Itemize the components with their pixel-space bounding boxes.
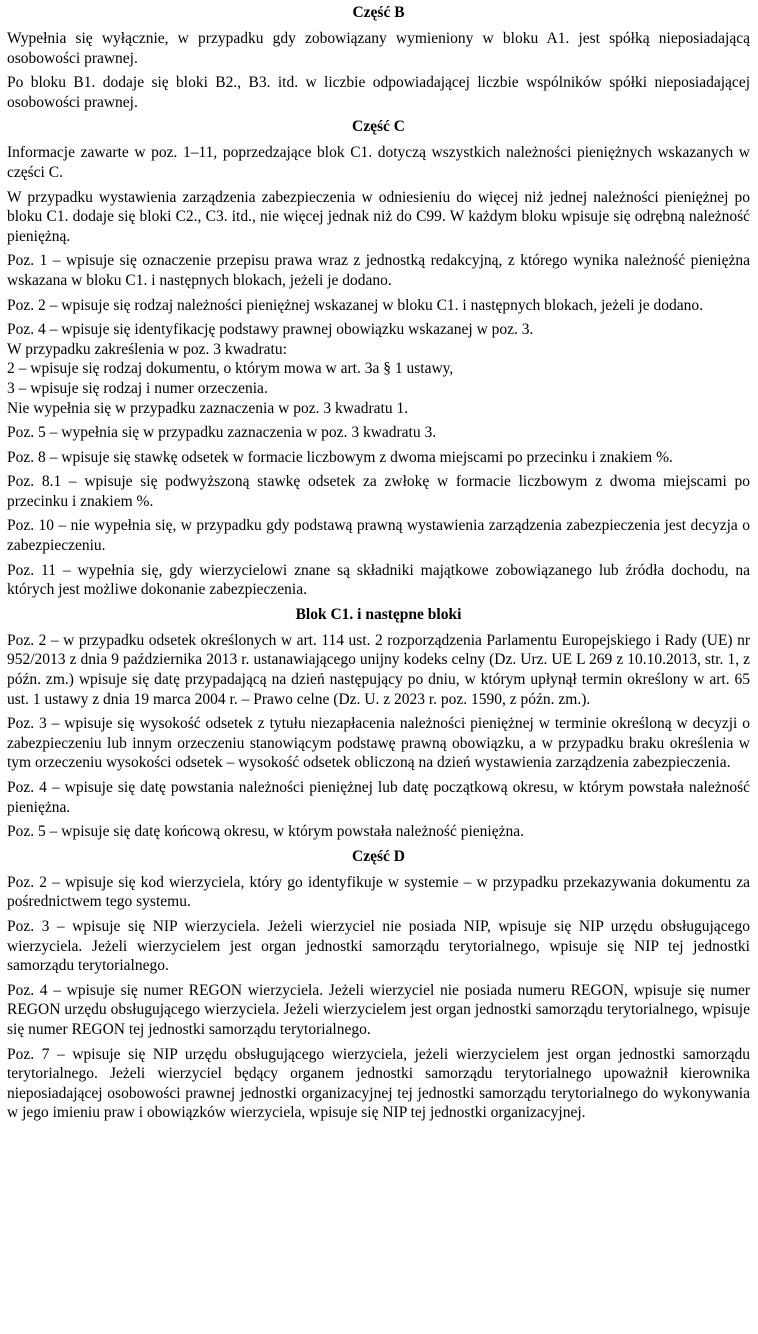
- instruction-paragraph: 2 – wpisuje się rodzaj dokumentu, o którym mowa w art. 3a § 1 ustawy,: [7, 360, 454, 378]
- instruction-paragraph: W przypadku wystawienia zarządzenia zabezpieczenia w odniesieniu do więcej niż jednej należności pieniężnej po bloku C1. dodaje się bloki C2., C3. itd., nie więcej jednak niż do C99. W każdym bloku wpisuje się odrębną należność pieniężną.: [7, 188, 750, 245]
- instruction-paragraph: Nie wypełnia się w przypadku zaznaczenia w poz. 3 kwadratu 1.: [7, 399, 409, 417]
- section-czesc-d: [7, 847, 750, 1123]
- instruction-paragraph: Poz. 5 – wpisuje się datę końcową okresu, w którym powstała należność pieniężna.: [7, 823, 524, 841]
- instruction-paragraph: Poz. 3 – wpisuje się wysokość odsetek z tytułu niezapłacenia należności pieniężnej w terminie określoną w decyzji o zabezpieczeniu lub innym orzeczeniu stanowiącym podstawę prawną obowiązku, a w przypadku braku określenia w tym orzeczeniu wysokości odsetek – wysokość odsetek obliczoną na dzień wystawienia zarządzenia zabezpieczenia.: [7, 715, 750, 772]
- instruction-paragraph: Poz. 2 – wpisuje się rodzaj należności pieniężnej wskazanej w bloku C1. i następnych blokach, jeżeli je dodano.: [7, 296, 704, 314]
- instruction-paragraph: Poz. 3 – wpisuje się NIP wierzyciela. Jeżeli wierzyciel nie posiada NIP, wpisuje się NIP urzędu obsługującego wierzyciela. Jeżeli wierzycielem jest organ jednostki samorządu terytorialnego, wpisuje się NIP tej jednostki samorządu terytorialnego.: [7, 917, 750, 975]
- instruction-paragraph: Poz. 8 – wpisuje się stawkę odsetek w formacie liczbowym z dwoma miejscami po przecinku i znakiem %.: [7, 448, 673, 466]
- instruction-paragraph: Poz. 2 – wpisuje się kod wierzyciela, który go identyfikuje w systemie – w przypadku przekazywania dokumentu za pośrednictwem tego systemu.: [7, 873, 750, 911]
- instruction-paragraph: Poz. 4 – wpisuje się identyfikację podstawy prawnej obowiązku wskazanej w poz. 3.: [7, 321, 534, 339]
- instruction-paragraph: Po bloku B1. dodaje się bloki B2., B3. itd. w liczbie odpowiadającej liczbie wspólników spółki nieposiadającej osobowości prawnej.: [7, 74, 750, 111]
- instruction-paragraph: Poz. 4 – wpisuje się datę powstania należności pieniężnej lub datę początkową okresu, w którym powstała należność pieniężna.: [7, 779, 750, 816]
- instruction-paragraph: Informacje zawarte w poz. 1–11, poprzedzające blok C1. dotyczą wszystkich należności pieniężnych wskazanych w części C.: [7, 144, 750, 181]
- section-czesc-b: [7, 3, 750, 112]
- instruction-paragraph: Poz. 10 – nie wypełnia się, w przypadku gdy podstawą prawną wystawienia zarządzenia zabezpieczenia jest decyzja o zabezpieczeniu.: [7, 517, 750, 555]
- section-heading: Część D: [352, 847, 405, 865]
- instruction-paragraph: Poz. 8.1 – wpisuje się podwyższoną stawkę odsetek za zwłokę w formacie liczbowym z dwoma miejscami po przecinku i znakiem %.: [7, 473, 750, 510]
- section-heading: Część C: [352, 118, 405, 136]
- instruction-paragraph: Poz. 11 – wypełnia się, gdy wierzycielowi znane są składniki majątkowe zobowiązanego lub źródła dochodu, na których jest możliwe dokonanie zabezpieczenia.: [7, 561, 750, 599]
- section-czesc-c: [7, 117, 750, 599]
- section-heading: Część B: [352, 4, 405, 21]
- instruction-paragraph: Poz. 1 – wpisuje się oznaczenie przepisu prawa wraz z jednostką redakcyjną, z którego wynika należność pieniężna wskazana w bloku C1. i następnych blokach, jeżeli je dodano.: [7, 252, 750, 289]
- instruction-paragraph: Poz. 2 – w przypadku odsetek określonych w art. 114 ust. 2 rozporządzenia Parlamentu Europejskiego i Rady (UE) nr 952/2013 z dnia 9 października 2013 r. ustanawiającego unijny kodeks celny (Dz. Urz. UE L 269 z 10.10.2013, str. 1, z późn. zm.) wpisuje się datę przypadającą na dzień następujący po dniu, w którym upłynął termin określony w art. 65 ust. 1 ustawy z dnia 19 marca 2004 r. – Prawo celne (Dz. U. z 2023 r. poz. 1590, z późn. zm.).: [7, 631, 750, 708]
- instruction-paragraph: Poz. 5 – wypełnia się w przypadku zaznaczenia w poz. 3 kwadratu 3.: [7, 424, 437, 442]
- instruction-paragraph: W przypadku zakreślenia w poz. 3 kwadratu:: [7, 340, 287, 358]
- section-heading: Blok C1. i następne bloki: [295, 605, 462, 623]
- instruction-paragraph: 3 – wpisuje się rodzaj i numer orzeczenia.: [7, 379, 268, 397]
- instruction-paragraph: Poz. 4 – wpisuje się numer REGON wierzyciela. Jeżeli wierzyciel nie posiada numeru REGON, wpisuje się numer REGON urzędu obsługującego wierzyciela. Jeżeli wierzycielem jest organ jednostki samorządu terytorialnego, wpisuje się numer REGON tej jednostki samorządu terytorialnego.: [7, 981, 750, 1038]
- instruction-paragraph: Wypełnia się wyłącznie, w przypadku gdy zobowiązany wymieniony w bloku A1. jest spółką nieposiadającą osobowości prawnej.: [7, 30, 750, 67]
- section-blok-c1-i-nastepne-bloki: [7, 605, 750, 842]
- instruction-paragraph: Poz. 7 – wpisuje się NIP urzędu obsługującego wierzyciela, jeżeli wierzycielem jest organ jednostki samorządu terytorialnego. Jeżeli wierzyciel będący organem jednostki samorządu terytorialnego upoważnił kierownika nieposiadającej osobowości prawnej jednostki organizacyjnej tej jednostki samorządu terytorialnego do wykonywania w jego imieniu praw i obowiązków wierzyciela, wpisuje się NIP tej jednostki organizacyjnej.: [7, 1045, 750, 1122]
